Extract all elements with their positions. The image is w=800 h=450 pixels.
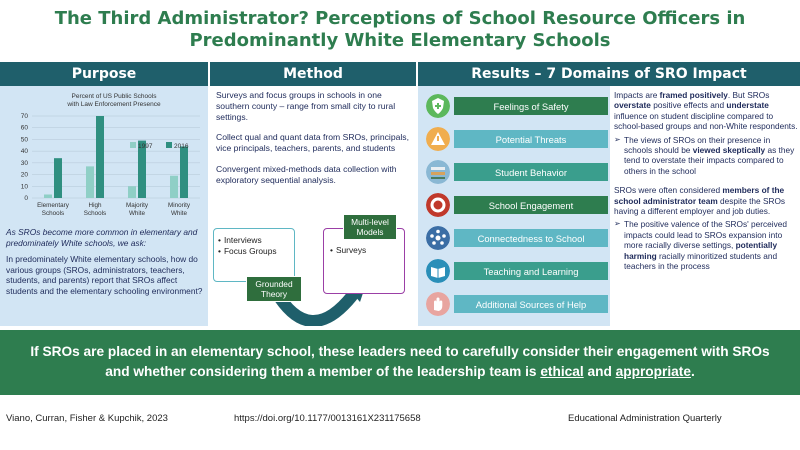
nodes-icon bbox=[426, 226, 450, 250]
x-tick-label: High bbox=[88, 202, 102, 209]
domain-7 bbox=[426, 292, 610, 316]
x-tick-label: Majority bbox=[125, 202, 149, 209]
domain-3 bbox=[426, 160, 610, 184]
rows-icon bbox=[426, 160, 450, 184]
poster-title bbox=[0, 8, 800, 52]
method-paragraph-3: Convergent mixed-methods data collection with exploratory sequential analysis. bbox=[216, 163, 397, 185]
domain-label: Potential Threats bbox=[454, 130, 608, 148]
results-panel bbox=[610, 86, 800, 326]
warning-icon bbox=[426, 127, 450, 151]
multi-level-models-tag: Multi-level Models bbox=[343, 214, 397, 240]
domain-label: Student Behavior bbox=[454, 163, 608, 181]
lifebuoy-icon bbox=[426, 193, 450, 217]
y-tick-label: 0 bbox=[24, 195, 28, 202]
doi-link[interactable]: https://doi.org/10.1177/0013161X231175658 bbox=[234, 413, 421, 424]
method-panel bbox=[210, 86, 416, 326]
x-tick-label: Elementary bbox=[37, 202, 69, 209]
authors-citation: Viano, Curran, Fisher & Kupchik, 2023 bbox=[6, 413, 168, 424]
domain-2 bbox=[426, 127, 610, 151]
domain-4 bbox=[426, 193, 610, 217]
domain-1 bbox=[426, 94, 610, 118]
y-tick-label: 40 bbox=[20, 148, 28, 156]
y-tick-label: 60 bbox=[20, 124, 28, 132]
bar-2016-3 bbox=[180, 146, 188, 198]
chart-title-line-1: Percent of US Public Schools bbox=[71, 93, 157, 100]
domain-label: Teaching and Learning bbox=[454, 262, 608, 280]
domain-label: Connectedness to School bbox=[454, 229, 608, 247]
qualitative-box bbox=[213, 228, 295, 282]
domains-panel bbox=[418, 86, 610, 326]
domain-5 bbox=[426, 226, 610, 250]
results-bullet-2: ➢ The positive valence of the SROs' perceived impacts could lead to SROs expansion into more racially diverse settings, potentially harming racially minoritized students and teachers in the process bbox=[624, 219, 798, 271]
title-line-2: Predominantly White Elementary Schools bbox=[189, 30, 611, 51]
research-question: In predominately White elementary schools, how do various groups (SROs, administrators, teachers, students, and parents) report that SROs affect students and the elementary schooling environment? bbox=[6, 254, 203, 296]
y-tick-label: 30 bbox=[20, 159, 28, 167]
x-tick-label: Minority bbox=[167, 202, 191, 209]
bar-1997-0 bbox=[44, 194, 52, 198]
purpose-panel bbox=[0, 86, 208, 326]
bar-1997-2 bbox=[128, 186, 136, 198]
results-bullet-1: ➢ The views of SROs on their presence in schools should be viewed skeptically as they tend to overstate their impacts compared to others in the school bbox=[624, 135, 798, 177]
chart-title-line-2: with Law Enforcement Presence bbox=[67, 101, 161, 108]
domain-label: School Engagement bbox=[454, 196, 608, 214]
x-tick-label: Schools bbox=[83, 210, 107, 217]
results-bullets-2 bbox=[614, 219, 798, 271]
results-header: Results – 7 Domains of SRO Impact bbox=[418, 62, 800, 86]
y-tick-label: 20 bbox=[20, 171, 28, 179]
title-line-1: The Third Administrator? Perceptions of School Resource Officers in bbox=[54, 8, 746, 29]
results-bullets-1 bbox=[614, 135, 798, 177]
method-paragraph-1: Surveys and focus groups in schools in one southern county – range from small city to rural settings. bbox=[216, 90, 396, 122]
results-paragraph-2: SROs were often considered members of the school administrator team despite the SROs having a different employer and job duties. bbox=[614, 185, 786, 217]
domain-label: Feelings of Safety bbox=[454, 97, 608, 115]
bar-1997-1 bbox=[86, 166, 94, 198]
bar-2016-0 bbox=[54, 158, 62, 198]
quant-item: • Surveys bbox=[330, 245, 398, 256]
journal-name: Educational Administration Quarterly bbox=[568, 413, 722, 424]
shield-icon bbox=[426, 94, 450, 118]
x-tick-label: Schools bbox=[41, 210, 65, 217]
legend-label: 1997 bbox=[138, 143, 153, 150]
qual-item: • Focus Groups bbox=[218, 246, 290, 257]
y-tick-label: 50 bbox=[20, 136, 28, 144]
method-header: Method bbox=[210, 62, 416, 86]
conclusion-banner: If SROs are placed in an elementary school, these leaders need to carefully consider their engagement with SROs and whether considering them a member of the leadership team is ethical and appropriate. bbox=[0, 330, 800, 395]
results-paragraph-1: Impacts are framed positively. But SROs overstate positive effects and understate influence on student discipline compared to school-based groups and non-White respondents. bbox=[614, 90, 798, 132]
grounded-theory-tag: Grounded Theory bbox=[246, 276, 302, 302]
x-tick-label: White bbox=[128, 210, 146, 217]
qual-item: • Interviews bbox=[218, 235, 290, 246]
legend-swatch-2016 bbox=[166, 142, 172, 148]
purpose-text bbox=[6, 227, 206, 303]
y-tick-label: 10 bbox=[20, 183, 28, 191]
purpose-header: Purpose bbox=[0, 62, 208, 86]
x-tick-label: White bbox=[170, 210, 188, 217]
law-enforcement-chart bbox=[4, 90, 204, 232]
purpose-intro: As SROs become more common in elementary and predominately White schools, we ask: bbox=[6, 227, 198, 248]
method-paragraph-2: Collect qual and quant data from SROs, principals, vice principals, teachers, parents, and students bbox=[216, 132, 409, 154]
results-text bbox=[614, 90, 798, 281]
domain-label: Additional Sources of Help bbox=[454, 295, 608, 313]
bar-1997-3 bbox=[170, 176, 178, 198]
hand-icon bbox=[426, 292, 450, 316]
book-icon bbox=[426, 259, 450, 283]
y-tick-label: 70 bbox=[20, 113, 28, 120]
legend-label: 2016 bbox=[174, 143, 189, 150]
domain-6 bbox=[426, 259, 610, 283]
bar-2016-1 bbox=[96, 116, 104, 198]
legend-swatch-1997 bbox=[130, 142, 136, 148]
